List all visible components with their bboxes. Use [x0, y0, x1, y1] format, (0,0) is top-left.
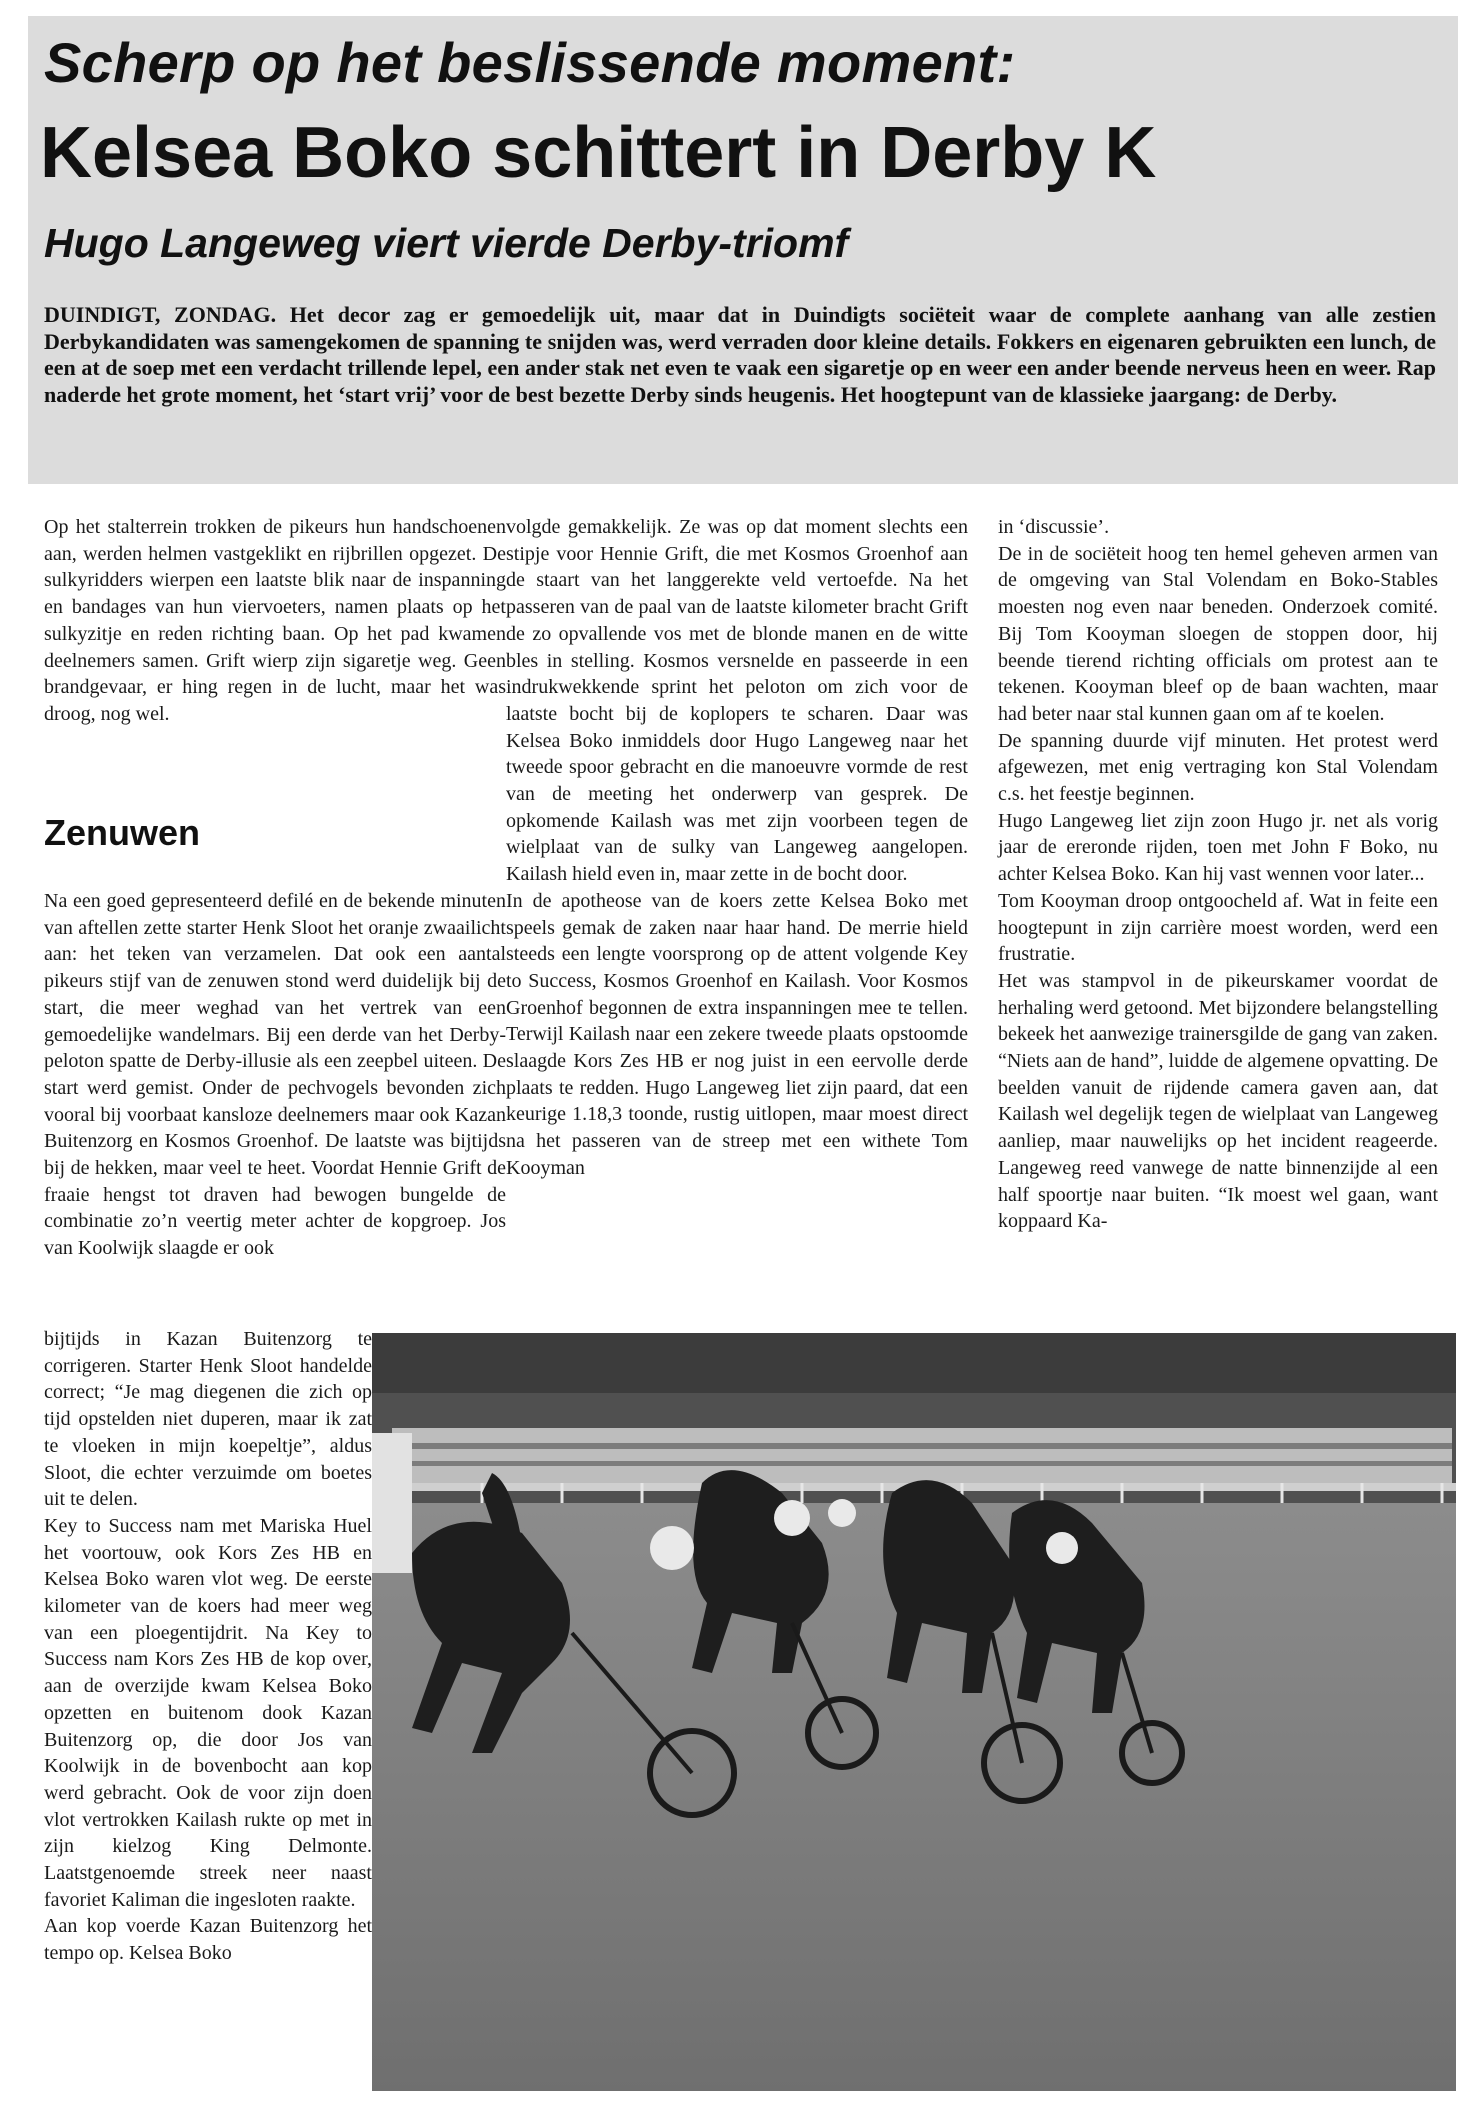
- article-column-2: [506, 514, 968, 1182]
- photo-illustration: [372, 1333, 1456, 2091]
- lead-paragraph: DUINDIGT, ZONDAG. Het decor zag er gemoedelijk uit, maar dat in Duindigts sociëteit waar de complete aanhang van alle zestien Derbykandidaten was samengekomen de spanning te snijden was, werd verraden door kleine details. Fokkers en eigenaren gebruikten een lunch, de een at de soep met een verdacht trillende lepel, een ander stak net even te vaak een sigaretje op en weer een ander beende nerveus heen en weer. Rap naderde het grote moment, het ‘start vrij’ voor de best bezette Derby sinds heugenis. Het hoogtepunt van de klassieke jaargang: de Derby.: [44, 302, 1436, 408]
- zenuwen-paragraph: Na een goed gepresenteerd defilé en de bekende minuten van aftellen zette starter Henk Sloot het oranje zwaailicht aan: het teken van verzamelen. Dat ook een aantal pikeurs stijf van de zenuwen stond werd duidelijk bij de start, die meer weghad van het vertrek van een gemoedelijke wandelmars. Bij een derde van het Derby-peloton spatte de Derby-illusie als een zeepbel uiteen. De start werd gemist. Onder de pechvogels bevonden zich vooral bij voorbaat kansloze deelnemers maar ook Kazan Buitenzorg en Kosmos Groenhof. De laatste was bijtijds bij de hekken, maar veel te heet. Voordat Hennie Grift de fraaie hengst tot draven had bewogen bungelde de combinatie zo’n veertig meter achter de kopgroep. Jos van Koolwijk slaagde er ook: [44, 890, 506, 1260]
- article-column-1: [44, 514, 506, 728]
- article-column-3: [998, 514, 1438, 1235]
- column-2-paragraph-1: volgde gemakkelijk. Ze was op dat moment slechts een stipje voor Hennie Grift, die met Kosmos Groenhof aan de staart van het langgerekte veld vertoefde. Na het passeren van de paal van de laatste kilometer bracht Grift de zo opvallende vos met de blonde manen en de witte bles in stelling. Kosmos versnelde en passeerde in een indrukwekkende sprint het peloton om zich voor de laatste bocht bij de koplopers te scharen. Daar was Kelsea Boko inmiddels door Hugo Langeweg naar het tweede spoor gebracht en die manoeuvre vormde de rest van de meeting het onderwerp van gesprek. De opkomende Kailash was met zijn voorbeen tegen de wielplaat van de sulky van Langeweg aangelopen. Kailash hield even in, maar zette in de bocht door.: [506, 516, 968, 886]
- column-3-paragraph-6: Het was stampvol in de pikeurskamer voordat de herhaling werd getoond. Met bijzondere belangstelling bekeek het aanwezige trainersgilde de gang van zaken. “Niets aan de hand”, luidde de algemene opvatting. De beelden vanuit de rijdende camera gaven aan, dat Kailash wel degelijk tegen de wielplaat van Langeweg aanliep, maar nauwelijks op het incident reageerde. Langeweg reed vanwege de natte binnenzijde al een half spoortje naar buiten. “Ik moest wel gaan, want koppaard Ka-: [998, 969, 1438, 1233]
- headline: Kelsea Boko schittert in Derby K: [40, 113, 1157, 193]
- harness-racing-photo: [372, 1333, 1456, 2091]
- section-heading: Zenuwen: [44, 812, 201, 853]
- narrow-paragraph-3: Aan kop voerde Kazan Buitenzorg het tempo op. Kelsea Boko: [44, 1915, 372, 1965]
- column-3-paragraph-1: in ‘discussie’.: [998, 516, 1110, 538]
- column-3-paragraph-2: De in de sociëteit hoog ten hemel geheven armen van de omgeving van Stal Volendam en Boko-Stables moesten nog even naar beneden. Onderzoek comité. Bij Tom Kooyman sloegen de stoppen door, hij beende tierend richting officials om protest aan te tekenen. Kooyman bleef op de baan wachten, maar had beter naar stal kunnen gaan om af te koelen.: [998, 542, 1438, 725]
- kicker: Scherp op het beslissende moment:: [44, 31, 1016, 94]
- article-column-1-narrow: [44, 1326, 372, 1967]
- column-3-paragraph-4: Hugo Langeweg liet zijn zoon Hugo jr. net als vorig jaar de ereronde rijden, toen met John F Boko, nu achter Kelsea Boko. Kan hij vast wennen voor later...: [998, 809, 1438, 886]
- narrow-paragraph-2: Key to Success nam met Mariska Huel het voortouw, ook Kors Zes HB en Kelsea Boko waren vlot weg. De eerste kilometer van de koers had meer weg van een ploegentijdrit. Na Key to Success nam Kors Zes HB de kop over, aan de overzijde kwam Kelsea Boko opzetten en buitenom dook Kazan Buitenzorg op, die door Jos van Koolwijk in de bovenbocht aan kop werd gebracht. Ook de voor zijn doen vlot vertrokken Kailash rukte op met in zijn kielzog King Delmonte. Laatstgenoemde streek neer naast favoriet Kaliman die ingesloten raakte.: [44, 1514, 372, 1911]
- intro-paragraph: Op het stalterrein trokken de pikeurs hun handschoenen aan, werden helmen vastgeklikt en rijbrillen opgezet. De sulkyridders wierpen een laatste blik naar de inspanning en bandages van hun viervoeters, namen plaats op het sulkyzitje en reden richting baan. Op het pad kwamen deelnemers samen. Grift wierp zijn sigaretje weg. Geen brandgevaar, er hing regen in de lucht, maar het was droog, nog wel.: [44, 516, 506, 725]
- column-3-paragraph-3: De spanning duurde vijf minuten. Het protest werd afgewezen, met enig vertraging kon Stal Volendam c.s. het feestje beginnen.: [998, 729, 1438, 806]
- subheadline: Hugo Langeweg viert vierde Derby-triomf: [44, 220, 849, 266]
- article-column-1-continued: [44, 888, 506, 1262]
- column-2-paragraph-2: In de apotheose van de koers zette Kelsea Boko met speels gemak de zaken naar haar hand. De merrie hield steeds een lengte voorsprong op de attent volgende Key to Success, Kosmos Groenhof en Kailash. Voor Kosmos Groenhof begonnen de extra inspanningen mee te tellen. Terwijl Kailash naar een zekere tweede plaats opstoomde slaagde Kors Zes HB er nog juist in een eervolle derde plaats te redden. Hugo Langeweg liet zijn paard, dat een keurige 1.18,3 toonde, rustig uitlopen, maar moest direct na het passeren van de streep met een withete Tom Kooyman: [506, 889, 968, 1179]
- narrow-paragraph-1: bijtijds in Kazan Buitenzorg te corrigeren. Starter Henk Sloot handelde correct; “Je mag diegenen die zich op tijd opstelden niet duperen, maar ik zat te vloeken in mijn koepeltje”, aldus Sloot, die echter verzuimde om boetes uit te delen.: [44, 1328, 372, 1511]
- column-3-paragraph-5: Tom Kooyman droop ontgoocheld af. Wat in feite een hoogtepunt in zijn carrière moest worden, werd een frustratie.: [998, 889, 1438, 966]
